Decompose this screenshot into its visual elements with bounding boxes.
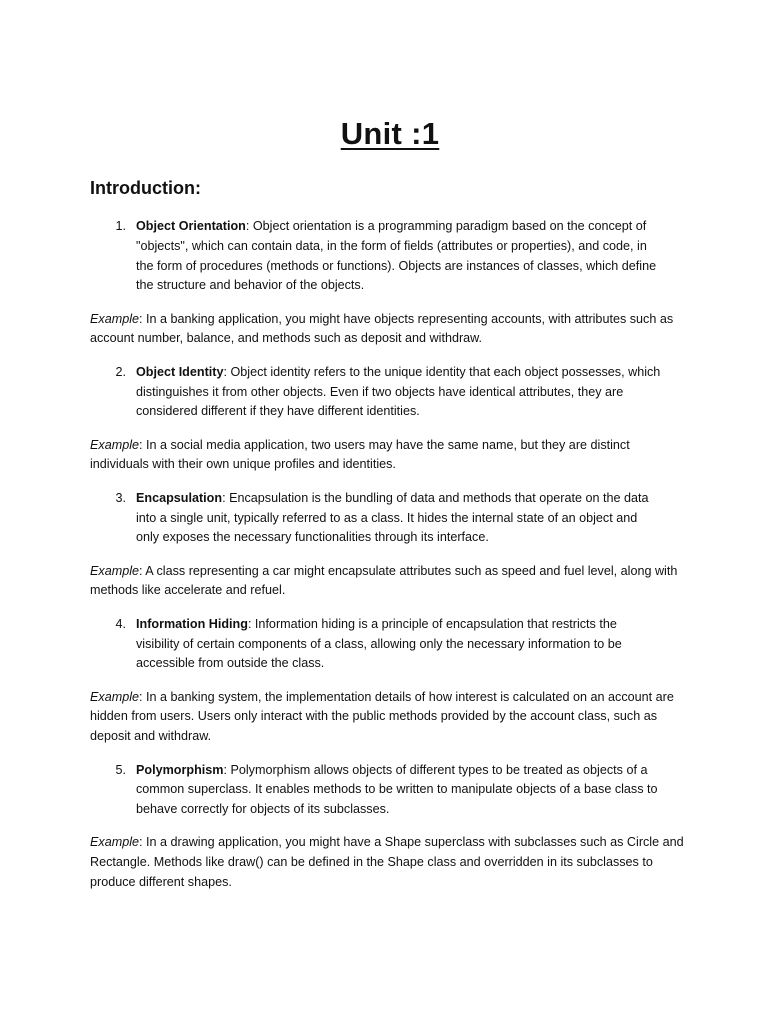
list-item bbox=[90, 217, 690, 296]
example-label: Example bbox=[90, 563, 139, 578]
example-text: : In a banking application, you might have objects representing accounts, with attributes such as account number, balance, and methods such as deposit and withdraw. bbox=[90, 311, 674, 346]
list-item bbox=[90, 615, 690, 674]
list-item-body bbox=[136, 217, 676, 296]
list-item-term: Polymorphism bbox=[136, 762, 224, 777]
list-item-text: : Polymorphism allows objects of different types to be treated as objects of a common superclass. It enables methods to be written to manipulate objects of a base class to behave correctly for objects of its subclasses. bbox=[136, 762, 658, 817]
list-item-text: : Object identity refers to the unique identity that each object possesses, which distinguishes it from other objects. Even if two objects have identical attributes, they are considered different if they have different identities. bbox=[136, 364, 661, 419]
example-text: : In a banking system, the implementation details of how interest is calculated on an account are hidden from users. Users only interact with the public methods provided by the account class, such as deposit and withdraw. bbox=[90, 689, 674, 744]
page-title: Unit :1 bbox=[340, 116, 440, 151]
list-item-number: 2. bbox=[115, 364, 126, 379]
list-item-number: 4. bbox=[115, 616, 126, 631]
document-page bbox=[90, 0, 690, 1024]
example-paragraph bbox=[90, 310, 690, 350]
list-item bbox=[90, 363, 690, 422]
example-paragraph bbox=[90, 436, 690, 476]
list-item-term: Information Hiding bbox=[136, 616, 248, 631]
content-body bbox=[90, 217, 690, 906]
example-label: Example bbox=[90, 689, 139, 704]
example-label: Example bbox=[90, 311, 139, 326]
example-label: Example bbox=[90, 835, 139, 850]
list-item bbox=[90, 489, 690, 548]
list-item-body bbox=[136, 489, 676, 548]
list-item-body bbox=[136, 363, 676, 422]
example-text: : In a social media application, two users may have the same name, but they are distinct individuals with their own unique profiles and identities. bbox=[90, 437, 630, 472]
section-heading: Introduction: bbox=[90, 178, 201, 198]
list-item-number: 3. bbox=[115, 490, 126, 505]
list-item-text: : Encapsulation is the bundling of data and methods that operate on the data into a single unit, typically referred to as a class. It hides the internal state of an object and only exposes the necessary functionalities through its interface. bbox=[136, 490, 649, 545]
list-item-text: : Information hiding is a principle of encapsulation that restricts the visibility of certain components of a class, allowing only the necessary information to be accessible from outside the class. bbox=[136, 616, 622, 671]
example-paragraph bbox=[90, 562, 690, 602]
list-item-number: 5. bbox=[115, 762, 126, 777]
list-item-number: 1. bbox=[115, 219, 126, 233]
list-item-text: : Object orientation is a programming paradigm based on the concept of "objects", which can contain data, in the form of fields (attributes or properties), and code, in the form of procedures (methods or functions). Objects are instances of classes, which define the structure and behavior of the objects. bbox=[136, 219, 657, 293]
list-item-term: Encapsulation bbox=[136, 490, 223, 505]
example-paragraph bbox=[90, 833, 690, 892]
example-text: : A class representing a car might encapsulate attributes such as speed and fuel level, along with methods like accelerate and refuel. bbox=[90, 563, 678, 598]
list-item-body bbox=[136, 761, 676, 820]
example-label: Example bbox=[90, 437, 139, 452]
list-item-term: Object Identity bbox=[136, 364, 224, 379]
list-item bbox=[90, 761, 690, 820]
list-item-body bbox=[136, 615, 676, 674]
example-text: : In a drawing application, you might have a Shape superclass with subclasses such as Circle and Rectangle. Methods like draw() can be defined in the Shape class and overridden in its subclasses to produce different shapes. bbox=[90, 835, 684, 890]
list-item-term: Object Orientation bbox=[136, 219, 246, 233]
example-paragraph bbox=[90, 688, 690, 747]
